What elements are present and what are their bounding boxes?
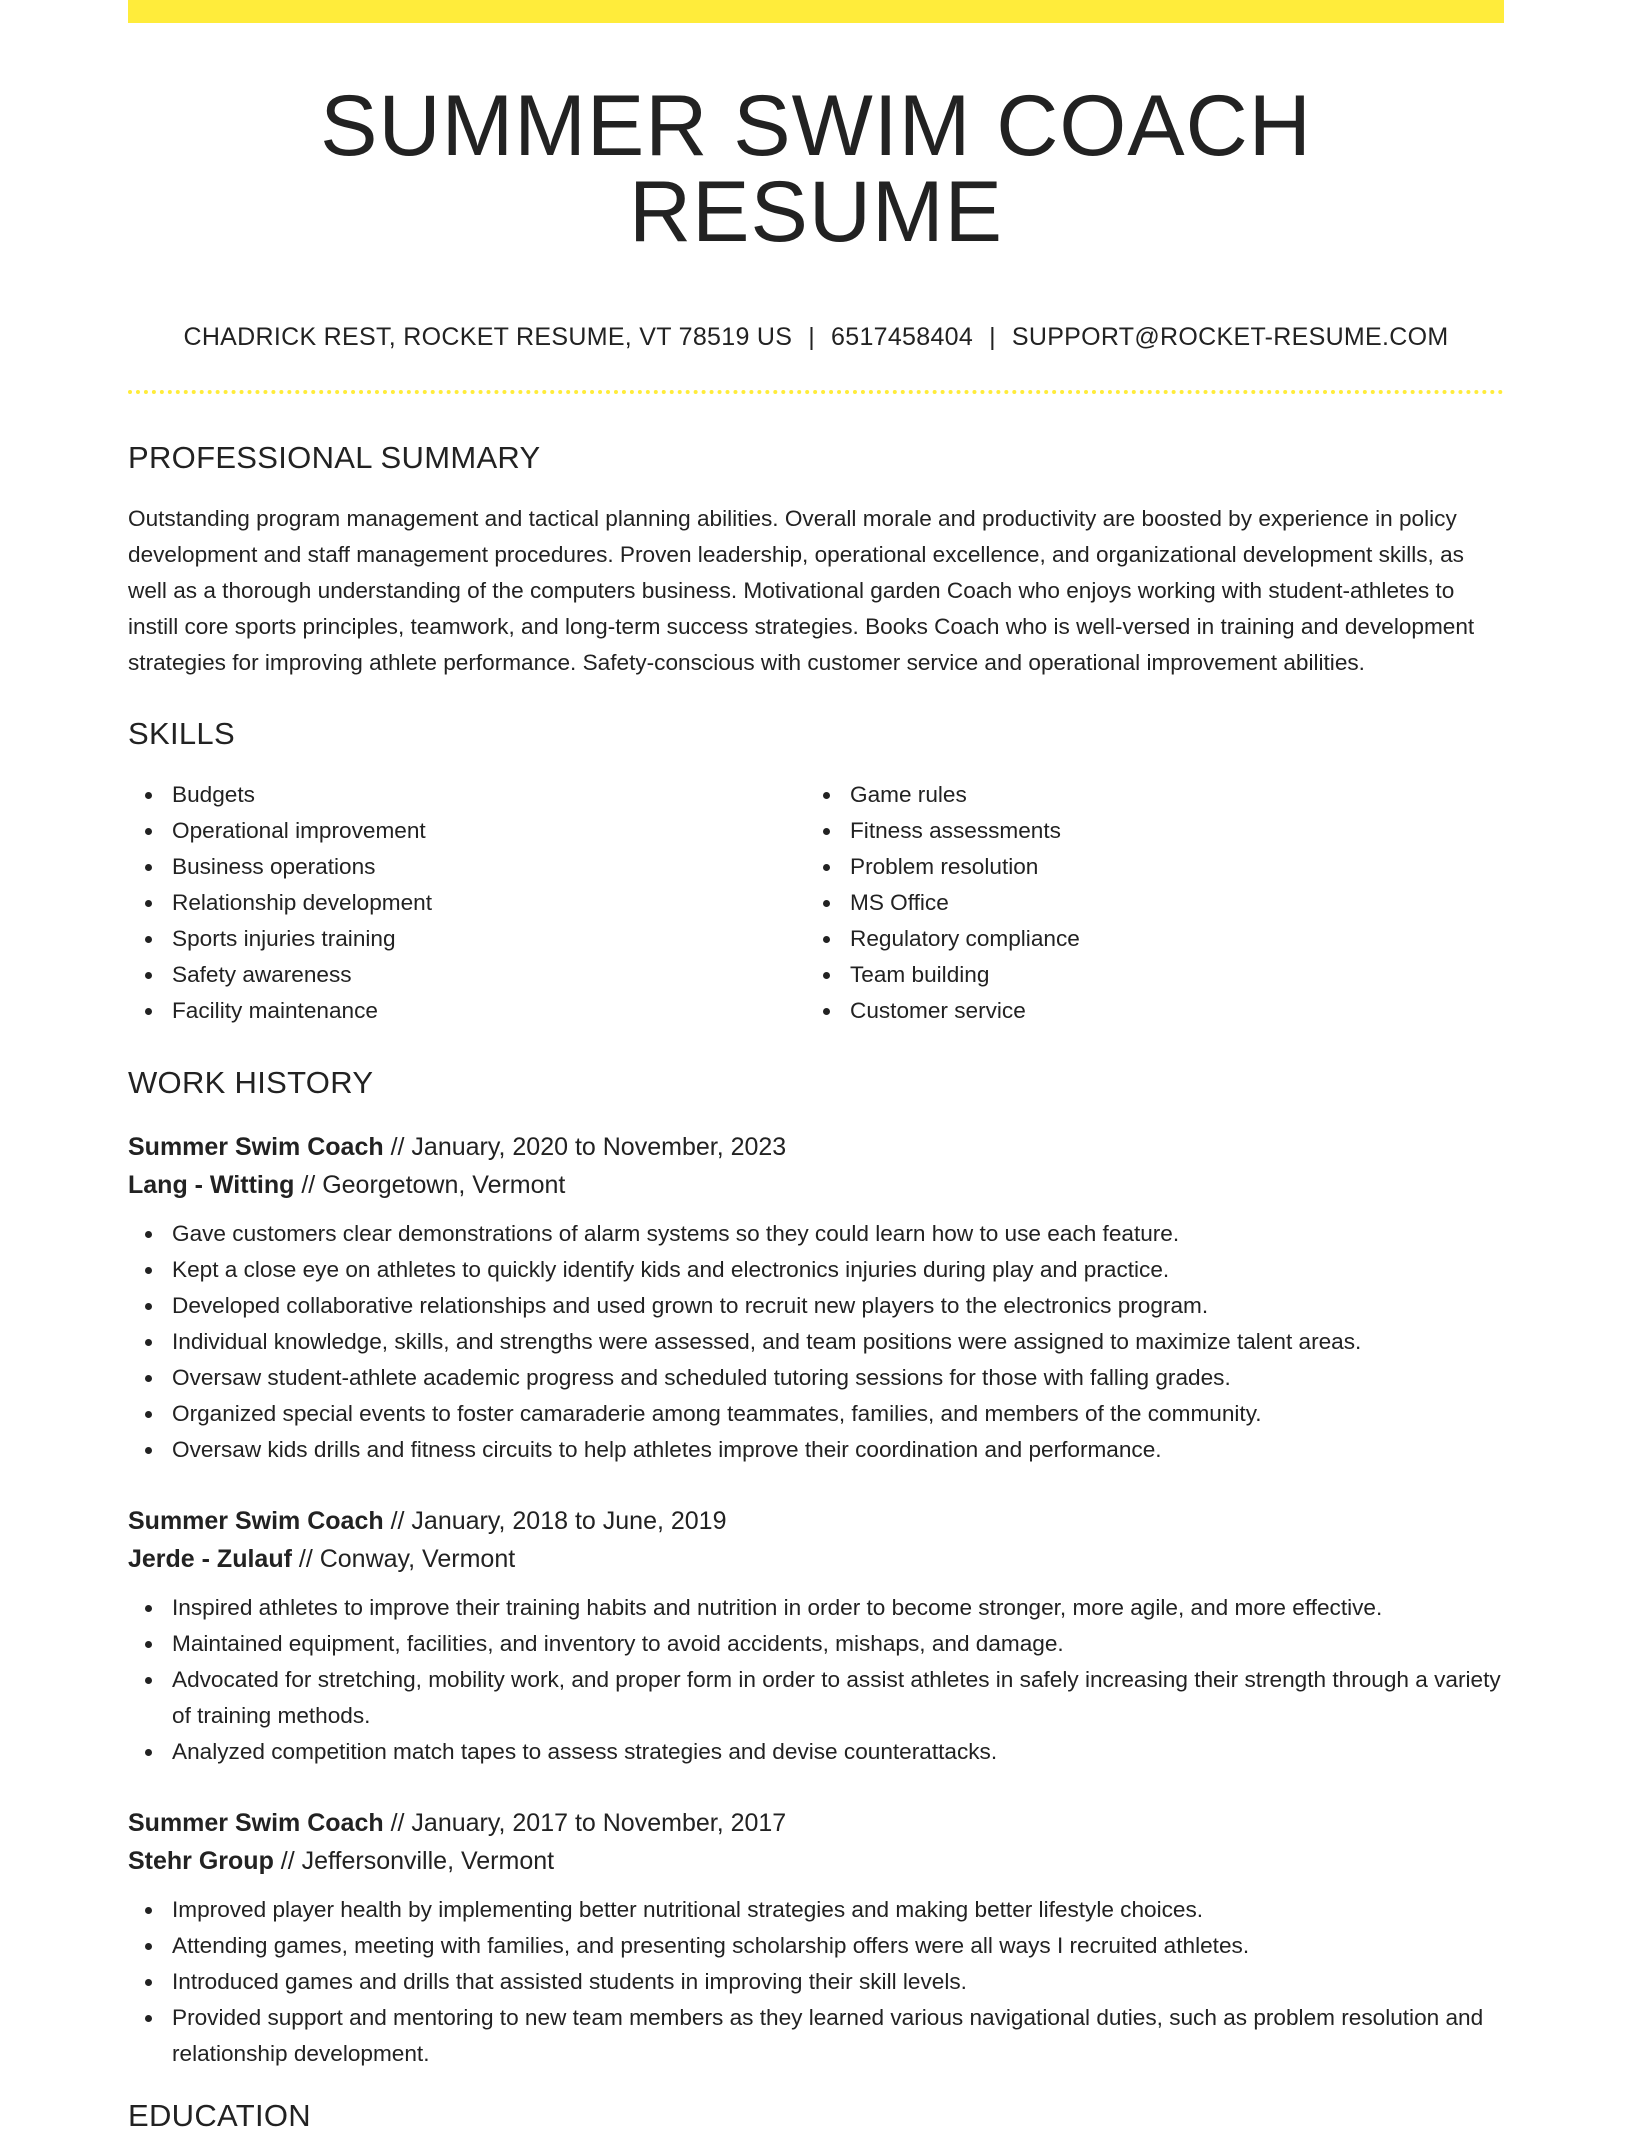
job-company: Jerde - Zulauf (128, 1545, 292, 1573)
job-bullet: Introduced games and drills that assisted students in improving their skill levels. (128, 1964, 1504, 2000)
job-dates: // January, 2017 to November, 2017 (383, 1809, 787, 1837)
resume-title: SUMMER SWIM COACH RESUME (320, 78, 1312, 260)
contact-line (128, 323, 1504, 352)
skills-grid (128, 777, 1504, 1029)
job-bullet: Organized special events to foster camaraderie among teammates, families, and members of the community. (128, 1396, 1504, 1432)
job-role: Summer Swim Coach (128, 1809, 384, 1837)
job-bullet: Gave customers clear demonstrations of alarm systems so they could learn how to use each feature. (128, 1216, 1504, 1252)
skill-item: Relationship development (128, 885, 806, 921)
skill-item: Fitness assessments (806, 813, 1484, 849)
job-bullets (128, 1216, 1504, 1468)
contact-email: SUPPORT@ROCKET-RESUME.COM (1011, 323, 1449, 351)
summary-heading: PROFESSIONAL SUMMARY (128, 440, 541, 475)
job-role: Summer Swim Coach (128, 1507, 384, 1535)
job-bullet: Kept a close eye on athletes to quickly identify kids and electronics injuries during play and practice. (128, 1252, 1504, 1288)
skills-column-left (128, 777, 806, 1029)
skills-column-right (806, 777, 1484, 1029)
dotted-divider (128, 390, 1504, 394)
skill-item: Facility maintenance (128, 993, 806, 1029)
job-dates: // January, 2020 to November, 2023 (383, 1133, 787, 1161)
job-bullets (128, 1590, 1504, 1770)
job-company-line (128, 1842, 1504, 1880)
skill-item: Business operations (128, 849, 806, 885)
job-company: Stehr Group (128, 1847, 274, 1875)
job-bullet: Oversaw student-athlete academic progress and scheduled tutoring sessions for those with falling grades. (128, 1360, 1504, 1396)
job-bullet: Inspired athletes to improve their training habits and nutrition in order to become stronger, more agile, and more effective. (128, 1590, 1504, 1626)
skill-item: Budgets (128, 777, 806, 813)
contact-address: CHADRICK REST, ROCKET RESUME, VT 78519 US (183, 323, 793, 351)
skill-item: Team building (806, 957, 1484, 993)
job-role: Summer Swim Coach (128, 1133, 384, 1161)
job-bullet: Developed collaborative relationships and used grown to recruit new players to the electronics program. (128, 1288, 1504, 1324)
job-bullet: Maintained equipment, facilities, and inventory to avoid accidents, mishaps, and damage. (128, 1626, 1504, 1662)
job-title-line (128, 1128, 1504, 1166)
job-bullet: Attending games, meeting with families, and presenting scholarship offers were all ways I recruited athletes. (128, 1928, 1504, 1964)
skills-heading: SKILLS (128, 716, 235, 751)
accent-bar (128, 0, 1504, 23)
job-bullet: Individual knowledge, skills, and strengths were assessed, and team positions were assigned to maximize talent areas. (128, 1324, 1504, 1360)
job-entry (128, 1804, 1504, 2072)
job-location: // Georgetown, Vermont (294, 1171, 566, 1199)
job-bullet: Oversaw kids drills and fitness circuits to help athletes improve their coordination and performance. (128, 1432, 1504, 1468)
job-bullet: Improved player health by implementing better nutritional strategies and making better lifestyle choices. (128, 1892, 1504, 1928)
education-heading: EDUCATION (128, 2098, 311, 2133)
job-location: // Jeffersonville, Vermont (273, 1847, 555, 1875)
skill-item: Sports injuries training (128, 921, 806, 957)
skill-item: Safety awareness (128, 957, 806, 993)
job-bullet: Analyzed competition match tapes to assess strategies and devise counterattacks. (128, 1734, 1504, 1770)
job-company-line (128, 1166, 1504, 1204)
resume-page (128, 0, 1504, 2133)
contact-separator: | (808, 323, 816, 351)
job-entry (128, 1128, 1504, 1468)
skill-item: Operational improvement (128, 813, 806, 849)
skill-item: Game rules (806, 777, 1484, 813)
job-bullet: Advocated for stretching, mobility work, and proper form in order to assist athletes in safely increasing their strength through a variety of training methods. (128, 1662, 1504, 1734)
skill-item: MS Office (806, 885, 1484, 921)
job-company-line (128, 1540, 1504, 1578)
work-history-heading: WORK HISTORY (128, 1065, 374, 1100)
skill-item: Regulatory compliance (806, 921, 1484, 957)
job-bullets (128, 1892, 1504, 2072)
job-title-line (128, 1502, 1504, 1540)
skill-item: Problem resolution (806, 849, 1484, 885)
skill-item: Customer service (806, 993, 1484, 1029)
contact-separator: | (989, 323, 996, 351)
job-entry (128, 1502, 1504, 1770)
job-bullet: Provided support and mentoring to new team members as they learned various navigational duties, such as problem resolution and relationship development. (128, 2000, 1504, 2072)
job-dates: // January, 2018 to June, 2019 (383, 1507, 727, 1535)
summary-text: Outstanding program management and tactical planning abilities. Overall morale and productivity are boosted by experience in policy development and staff management procedures. Proven leadership, operational excellence, and organizational development skills, as well as a thorough understanding of the computers business. Motivational garden Coach who enjoys working with student-athletes to instill core sports principles, teamwork, and long-term success strategies. Books Coach who is well-versed in training and development strategies for improving athlete performance. Safety-conscious with customer service and operational improvement abilities. (128, 506, 1475, 675)
job-location: // Conway, Vermont (291, 1545, 516, 1573)
job-title-line (128, 1804, 1504, 1842)
contact-phone: 6517458404 (831, 323, 974, 351)
job-company: Lang - Witting (128, 1171, 295, 1199)
